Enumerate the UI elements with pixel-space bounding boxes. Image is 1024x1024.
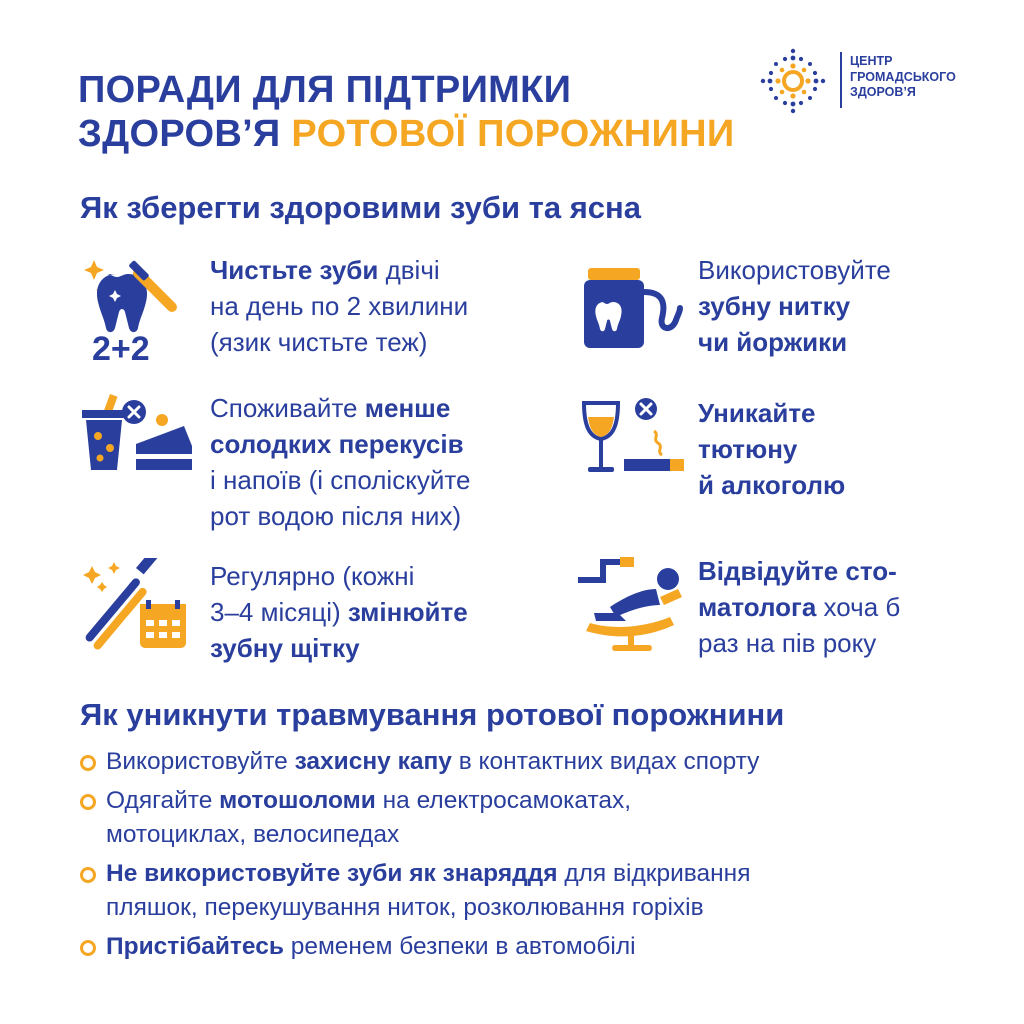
text-segment: для відкривання	[557, 860, 751, 887]
bullet-circle-icon	[80, 867, 96, 883]
bold-text: матолога	[698, 592, 817, 622]
title-part-blue: ЗДОРОВ’Я	[78, 113, 292, 155]
tip-line	[210, 558, 468, 594]
bullet-circle-icon	[80, 940, 96, 956]
bold-text: змінюйте	[347, 597, 468, 627]
tip-line	[210, 252, 468, 288]
tip-text	[698, 395, 845, 503]
list-item	[80, 784, 980, 852]
text-segment: ременем безпеки в автомобілі	[283, 933, 636, 960]
title-line-1: ПОРАДИ ДЛЯ ПІДТРИМКИ	[78, 69, 572, 111]
bold-text: солодких перекусів	[210, 429, 464, 459]
tip-line	[698, 553, 900, 589]
tip-line	[698, 288, 891, 324]
bold-text: зубну щітку	[210, 633, 360, 663]
tip-line	[210, 630, 468, 666]
tip-line	[210, 288, 468, 324]
tip-line	[210, 324, 468, 360]
soda-cake-icon	[80, 390, 200, 480]
tip-floss	[580, 252, 960, 367]
two-plus-two-label: 2+2	[92, 330, 150, 367]
text-segment: рот водою після них)	[210, 501, 462, 531]
text-segment: на день по 2 хвилини	[210, 291, 469, 321]
tip-visit-dentist	[576, 553, 966, 663]
text-segment: двічі	[378, 255, 440, 285]
bold-text: захисну капу	[294, 748, 452, 775]
text-segment: Споживайте	[210, 393, 365, 423]
logo-divider	[840, 52, 842, 108]
text-segment: пляшок, перекушування ниток, розколювання горіхів	[106, 894, 704, 921]
tip-text	[210, 252, 468, 360]
bold-text: тютюну	[698, 434, 798, 464]
tip-line	[698, 324, 891, 360]
tip-line	[698, 467, 845, 503]
text-segment: і напоїв (і споліскуйте	[210, 465, 471, 495]
bold-text: Пристібайтесь	[106, 933, 284, 960]
title-part-orange: РОТОВОЇ ПОРОЖНИНИ	[291, 113, 735, 155]
bold-text: зубну нитку	[698, 291, 851, 321]
tip-line	[210, 462, 470, 498]
dotted-sun-logo-icon	[758, 46, 828, 116]
tooth-toothbrush-icon	[80, 252, 200, 367]
logo-text: ЦЕНТР ГРОМАДСЬКОГО ЗДОРОВ’Я	[850, 54, 956, 99]
section-heading-teeth: Як зберегти здоровими зуби та ясна	[80, 190, 642, 225]
text-segment: 3–4 місяці)	[210, 597, 348, 627]
bold-text: Не використовуйте зуби як знаряддя	[106, 860, 558, 887]
tip-text	[698, 553, 900, 661]
list-item	[80, 745, 980, 779]
tip-line	[210, 498, 470, 534]
tip-text	[698, 252, 891, 360]
text-segment: Регулярно (кожні	[210, 561, 415, 591]
tip-change-toothbrush	[80, 558, 560, 668]
bold-text: менше	[364, 393, 451, 423]
tip-line	[210, 594, 468, 630]
list-item	[80, 930, 980, 964]
dentist-chair-icon	[576, 553, 691, 658]
text-segment: Одягайте	[106, 787, 220, 814]
bullet-circle-icon	[80, 755, 96, 771]
bold-text: чи йоржики	[698, 327, 848, 357]
org-logo	[758, 46, 958, 116]
tip-line	[698, 252, 891, 288]
page-title	[78, 68, 734, 156]
tip-text	[210, 390, 470, 534]
text-segment: в контактних видах спорту	[451, 748, 760, 775]
tip-line	[698, 431, 845, 467]
text-segment: Використовуйте	[106, 748, 295, 775]
text-segment: Використовуйте	[698, 255, 891, 285]
list-item	[80, 857, 980, 925]
dental-floss-icon	[580, 252, 690, 357]
bold-text: й алкоголю	[698, 470, 846, 500]
tip-line	[210, 390, 470, 426]
bold-text: мотошоломи	[219, 787, 376, 814]
toothbrush-calendar-icon	[80, 558, 200, 658]
text-segment: раз на пів року	[698, 628, 877, 658]
tip-line	[698, 625, 900, 661]
wine-cigarette-icon	[580, 395, 690, 485]
text-segment: (язик чистьте теж)	[210, 327, 428, 357]
tip-line	[698, 395, 845, 431]
tip-brush-teeth	[80, 252, 520, 367]
text-segment: на електросамокатах,	[375, 787, 632, 814]
bold-text: Відвідуйте сто-	[698, 556, 897, 586]
tip-line	[698, 589, 900, 625]
bold-text: Чистьте зуби	[210, 255, 379, 285]
tip-avoid-tobacco-alcohol	[580, 395, 960, 505]
tip-less-sweets	[80, 390, 560, 540]
title-line-2	[78, 112, 734, 156]
tip-text	[210, 558, 468, 666]
tip-line	[210, 426, 470, 462]
section-heading-injury: Як уникнути травмування ротової порожнини	[80, 697, 785, 732]
text-segment: хоча б	[816, 592, 901, 622]
bullet-circle-icon	[80, 794, 96, 810]
injury-tips-list	[80, 745, 980, 969]
text-segment: мотоциклах, велосипедах	[106, 821, 400, 848]
bold-text: Уникайте	[698, 398, 816, 428]
